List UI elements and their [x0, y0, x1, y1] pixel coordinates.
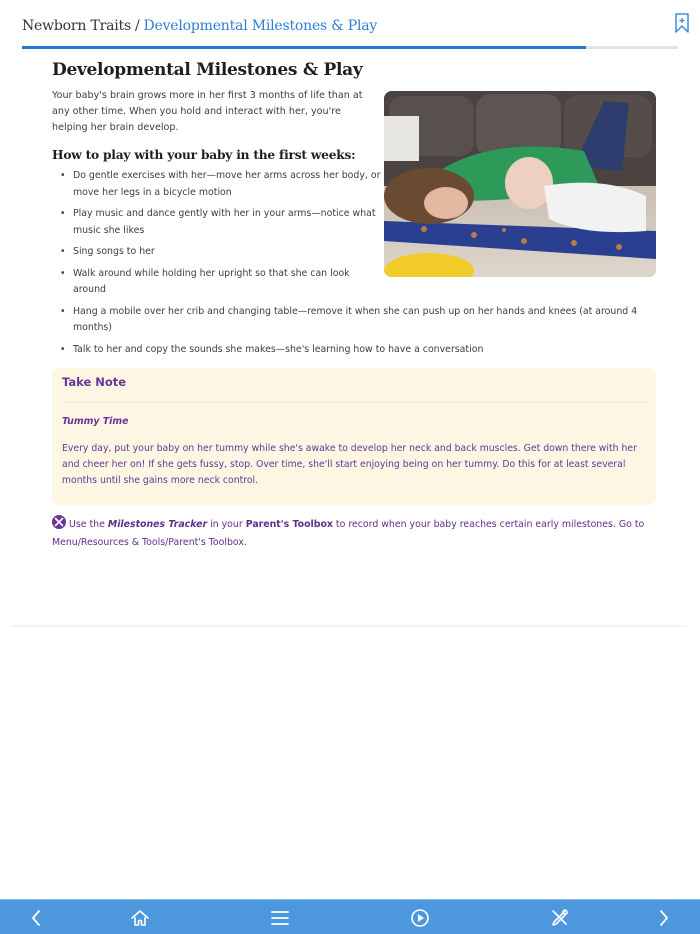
bottom-navigation-bar — [0, 899, 700, 934]
toolbox-tip — [52, 515, 662, 552]
tip-text: in your — [207, 519, 246, 530]
play-circle-icon — [410, 908, 430, 928]
previous-page-button[interactable] — [16, 900, 56, 934]
note-divider — [62, 402, 648, 403]
milestones-tracker-link[interactable]: Milestones Tracker — [107, 519, 208, 530]
breadcrumb-current: Developmental Milestones & Play — [143, 18, 378, 34]
tip-text: to record when your baby reaches certain early milestones. Go to Menu/Resources & Tools/Parent's Toolbox. — [52, 519, 645, 548]
reading-progress-fill — [22, 46, 586, 49]
bookmark-button[interactable] — [673, 12, 691, 34]
tip-text: Use the — [69, 519, 108, 530]
article — [52, 58, 657, 363]
note-title: Take Note — [62, 375, 127, 389]
play-media-button[interactable] — [400, 900, 440, 934]
list-item: • Play music and dance gently with her in your arms—notice what music she likes — [52, 206, 382, 239]
intro-paragraph: Your baby's brain grows more in her first 3 months of life than at any other time. When you hold and interact with her, you're helping her brain develop. — [52, 90, 363, 133]
list-item: • Hang a mobile over her crib and changing table—remove it when she can push up on her hands and knees (at around 4 months) — [52, 304, 657, 337]
article-photo — [384, 91, 656, 277]
take-note-box — [52, 368, 656, 505]
list-item: • Sing songs to her — [52, 244, 382, 261]
tools-icon — [550, 908, 570, 928]
list-item: • Do gentle exercises with her—move her arms across her body, or move her legs in a bicycle motion — [52, 168, 382, 201]
list-item: • Walk around while holding her upright so that she can look around — [52, 266, 382, 299]
note-subtitle: Tummy Time — [62, 416, 129, 427]
breadcrumb-parent-link[interactable]: Newborn Traits — [22, 18, 131, 34]
reading-progress-bar — [22, 46, 678, 49]
breadcrumb-separator: / — [134, 18, 140, 34]
bookmark-add-icon — [673, 12, 691, 34]
chevron-left-icon — [30, 909, 42, 927]
home-icon — [130, 909, 150, 927]
section-heading: How to play with your baby in the first weeks: — [52, 148, 356, 162]
page-title: Developmental Milestones & Play — [52, 60, 363, 80]
menu-button[interactable] — [260, 900, 300, 934]
tools-icon — [52, 515, 66, 529]
menu-icon — [271, 910, 289, 926]
mother-baby-photo — [384, 91, 656, 277]
content-end-divider — [11, 625, 687, 627]
breadcrumb — [22, 18, 377, 34]
chevron-right-icon — [658, 909, 670, 927]
note-body: Every day, put your baby on her tummy while she's awake to develop her neck and back muscles. Get down there with her and cheer her on! If she gets fussy, stop. Over time, she'll start enjoying being on her tummy. Do this for at least several months until she gains more neck control. — [62, 443, 637, 486]
home-button[interactable] — [120, 900, 160, 934]
list-item: • Talk to her and copy the sounds she makes—she's learning how to have a conversation — [52, 342, 657, 359]
header — [0, 0, 700, 50]
next-page-button[interactable] — [644, 900, 684, 934]
tools-button[interactable] — [540, 900, 580, 934]
parents-toolbox-link[interactable]: Parent's Toolbox — [245, 519, 333, 530]
